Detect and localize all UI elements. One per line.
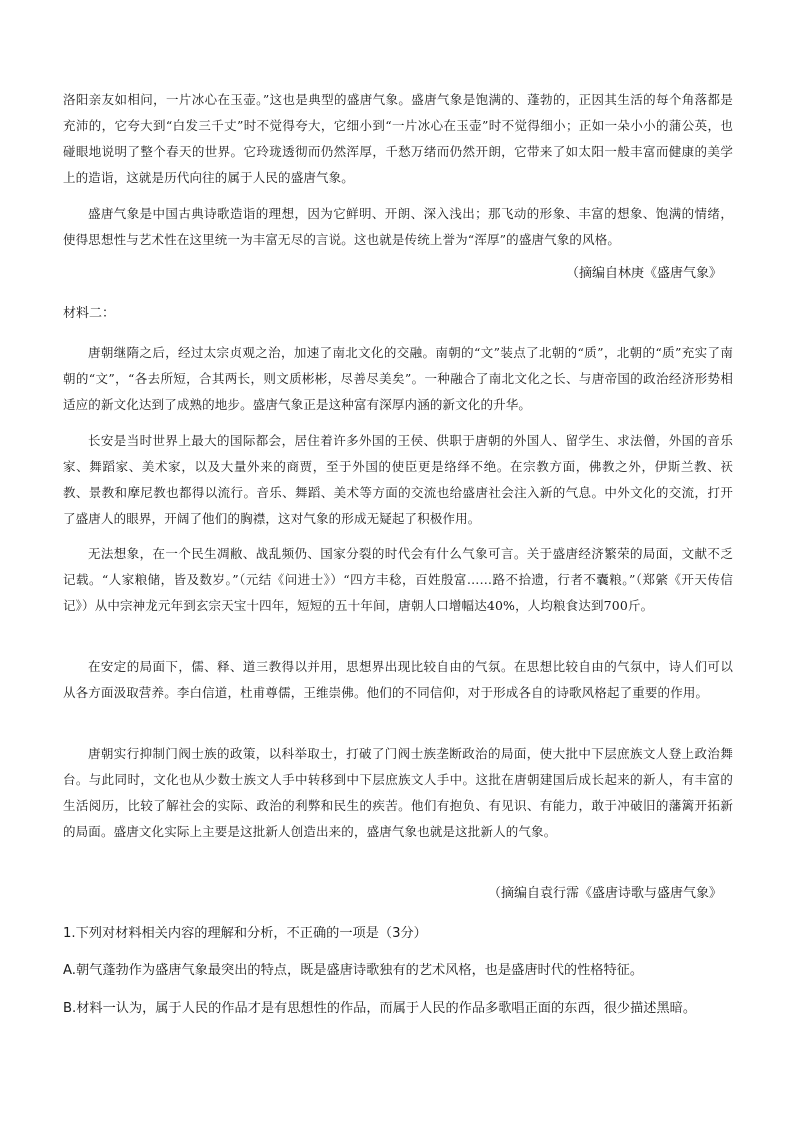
material1-paragraph-continuation: 洛阳亲友如相问，一片冰心在玉壶。”这也是典型的盛唐气象。盛唐气象是饱满的、蓬勃的，正因其生活的每个角落都是充沛的，它夸大到“白发三千丈”时不觉得夸大，它细小到“一片冰心在玉壶”时不觉得细小；正如一朵小小的蒲公英，也碰眼地说明了整个春天的世界。它玲珑透彻而仍然浑厚，千愁万绪而仍然开朗，它带来了如太阳一般丰富而健康的美学上的造诣，这就是历代向往的属于人民的盛唐气象。 — [63, 92, 733, 185]
question-option-a: A.朝气蓬勃作为盛唐气象最突出的特点，既是盛唐诗歌独有的艺术风格，也是盛唐时代的性格特征。 — [63, 963, 644, 978]
material2-source: （摘编自袁行霈《盛唐诗歌与盛唐气象》 — [487, 886, 722, 901]
material2-paragraph-2: 长安是当时世界上最大的国际都会，居住着许多外国的王侯、供职于唐朝的外国人、留学生、求法僧，外国的音乐家、舞蹈家、美术家，以及大量外来的商贾，至于外国的使臣更是络绎不绝。在宗教方面，佛教之外，伊斯兰教、祆教、景教和摩尼教也都得以流行。音乐、舞蹈、美术等方面的交流也给盛唐社会注入新的气息。中外文化的交流，打开了盛唐人的眼界，开阔了他们的胸襟，这对气象的形成无疑起了积极作用。 — [63, 433, 733, 526]
question-stem: 1.下列对材料相关内容的理解和分析，不正确的一项是（3分） — [63, 926, 427, 941]
material1-source: （摘编自林庚《盛唐气象》 — [565, 266, 722, 281]
material2-paragraph-3: 无法想象，在一个民生凋敝、战乱频仍、国家分裂的时代会有什么气象可言。关于盛唐经济繁荣的局面，文献不乏记载。“人家粮储，皆及数岁。”（元结《问进士》）“四方丰稔，百姓殷富……路不拾遗，行者不囊粮。”（郑綮《开天传信记》）从中宗神龙元年到玄宗天宝十四年，短短的五十年间，唐朝人口增幅达40%，人均粮食达到700斤。 — [63, 546, 733, 613]
material2-paragraph-5: 唐朝实行抑制门阀士族的政策，以科举取士，打破了门阀士族垄断政治的局面，使大批中下层庶族文人登上政治舞台。与此同时，文化也从少数士族文人手中转移到中下层庶族文人手中。这批在唐朝建国后成长起来的新人，有丰富的生活阅历，比较了解社会的实际、政治的利弊和民生的疾苦。他们有抱负、有见识、有能力，敢于冲破旧的藩篱开拓新的局面。盛唐文化实际上主要是这批新人创造出来的，盛唐气象也就是这批新人的气象。 — [63, 746, 733, 839]
material2-label: 材料二： — [63, 306, 116, 321]
question-option-b: B.材料一认为，属于人民的作品才是有思想性的作品，而属于人民的作品多歌唱正面的东西，很少描述黑暗。 — [63, 1001, 697, 1016]
material2-paragraph-4: 在安定的局面下，儒、释、道三教得以并用，思想界出现比较自由的气氛。在思想比较自由的气氛中，诗人们可以从各方面汲取营养。李白信道，杜甫尊儒，王维崇佛。他们的不同信仰，对于形成各自的诗歌风格起了重要的作用。 — [63, 659, 733, 700]
material1-paragraph-style: 盛唐气象是中国古典诗歌造诣的理想，因为它鲜明、开朗、深入浅出；那飞动的形象、丰富的想象、饱满的情绪，使得思想性与艺术性在这里统一为丰富无尽的言说。这也就是传统上誉为“浑厚”的盛唐气象的风格。 — [63, 206, 733, 247]
material2-paragraph-1: 唐朝继隋之后，经过太宗贞观之治，加速了南北文化的交融。南朝的“文”装点了北朝的“质”，北朝的“质”充实了南朝的“文”，“各去所短，合其两长，则文质彬彬，尽善尽美矣”。一种融合了南北文化之长、与唐帝国的政治经济形势相适应的新文化达到了成熟的地步。盛唐气象正是这种富有深厚内涵的新文化的升华。 — [63, 345, 733, 412]
